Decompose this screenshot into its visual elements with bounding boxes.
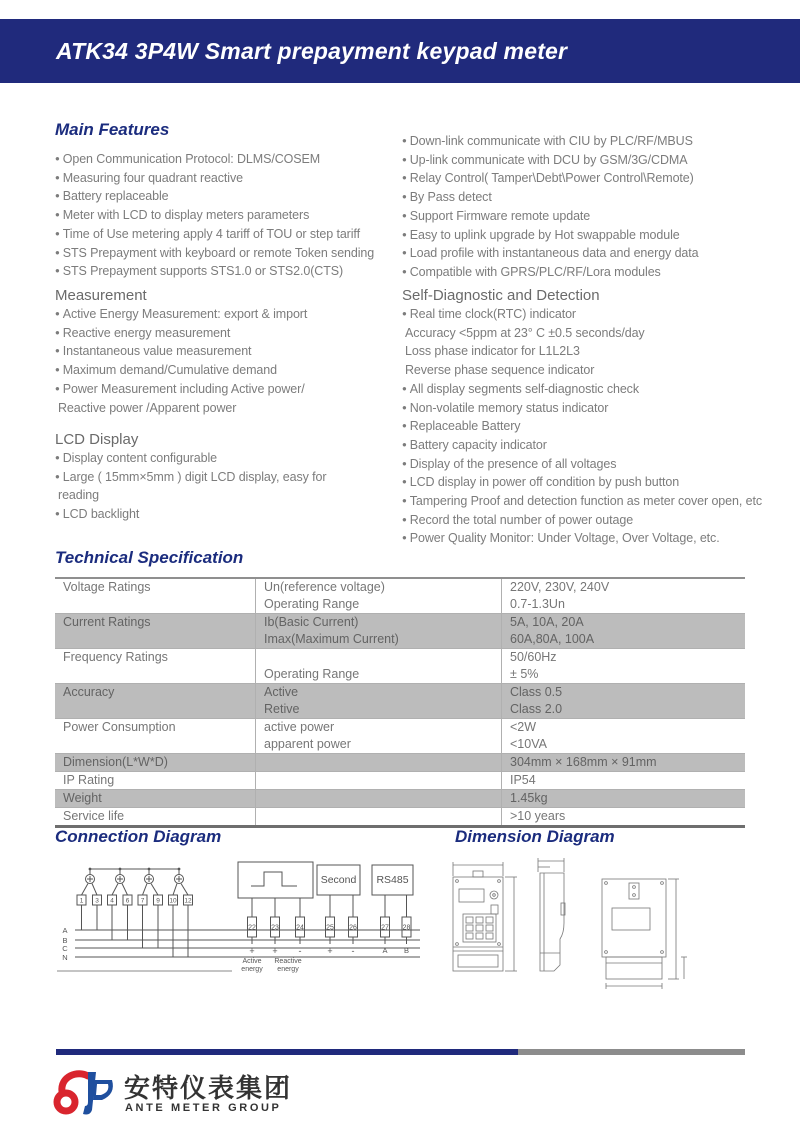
spec-table-cell: active power — [256, 719, 502, 736]
spec-table-cell: Operating Range — [256, 666, 502, 683]
feature-item-text: Large ( 15mm×5mm ) digit LCD display, easy for — [62, 469, 327, 484]
svg-text:1: 1 — [79, 897, 84, 905]
spec-table-cell: Class 0.5 — [510, 685, 563, 699]
lcd-display-heading: LCD Display — [55, 431, 139, 448]
spec-table-cell: Operating Range — [256, 596, 502, 613]
main-features-right-list — [402, 132, 782, 282]
bullet-icon: ● — [402, 154, 407, 164]
feature-item — [402, 151, 782, 170]
header-banner — [0, 19, 800, 83]
feature-item — [402, 436, 782, 455]
spec-table-row — [55, 579, 745, 596]
bullet-icon: ● — [55, 210, 60, 220]
feature-item — [55, 206, 400, 225]
feature-item — [402, 417, 782, 436]
feature-item-text: By Pass detect — [409, 190, 492, 205]
svg-text:N: N — [62, 953, 68, 962]
rs485-ab-labels — [382, 946, 409, 955]
spec-table-row — [55, 666, 745, 683]
svg-text:C: C — [62, 944, 68, 953]
bullet-icon: ● — [402, 266, 407, 276]
feature-item — [402, 455, 782, 474]
bullet-icon: ● — [55, 172, 60, 182]
spec-table-cell: 1.45kg — [510, 791, 548, 805]
feature-item-text: Battery replaceable — [62, 189, 169, 204]
bullet-icon: ● — [402, 477, 407, 487]
bullet-icon: ● — [402, 173, 407, 183]
spec-table-cell — [55, 596, 256, 613]
feature-item — [402, 361, 782, 380]
bullet-icon: ● — [402, 192, 407, 202]
spec-table-cell: ± 5% — [510, 667, 539, 681]
svg-text:B: B — [403, 946, 410, 955]
feature-item — [55, 361, 400, 380]
svg-text:-: - — [298, 946, 302, 956]
spec-table-cell: Un(reference voltage) — [256, 579, 502, 596]
footer-divider-bar — [56, 1049, 745, 1055]
bullet-icon: ● — [55, 247, 60, 257]
spec-table-row — [55, 701, 745, 718]
feature-item-text: Up-link communicate with DCU by GSM/3G/CDMA — [409, 152, 688, 167]
lcd-display-list — [55, 449, 400, 524]
feature-item-text: Easy to uplink upgrade by Hot swappable module — [409, 227, 680, 242]
feature-item — [55, 244, 400, 263]
feature-item — [55, 399, 400, 418]
feature-item-text: Replaceable Battery — [409, 419, 521, 434]
feature-item-text: Meter with LCD to display meters parameters — [62, 208, 310, 223]
spec-table-cell: Ib(Basic Current) — [256, 614, 502, 631]
bullet-icon: ● — [55, 228, 60, 238]
bullet-icon: ● — [55, 327, 60, 337]
svg-text:energy: energy — [241, 966, 263, 973]
feature-item-text: Power Quality Monitor: Under Voltage, Over Voltage, etc. — [409, 531, 720, 546]
output-terminal-numbers — [248, 925, 410, 932]
feature-item-text: Compatible with GPRS/PLC/RF/Lora modules — [409, 264, 661, 279]
spec-table-cell: Power Consumption — [55, 719, 256, 736]
spec-table-row — [55, 631, 745, 648]
svg-text:+: + — [272, 946, 278, 956]
feature-item-text: LCD display in power off condition by push button — [409, 475, 680, 490]
feature-item — [55, 262, 400, 281]
svg-text:26: 26 — [349, 924, 357, 932]
feature-item — [402, 263, 782, 282]
spec-table-cell: Retive — [256, 701, 502, 718]
feature-item-text: Maximum demand/Cumulative demand — [62, 363, 277, 378]
feature-item — [55, 468, 400, 487]
spec-table-cell — [55, 701, 256, 718]
svg-text:12: 12 — [184, 897, 192, 905]
spec-table-cell: Current Ratings — [55, 614, 256, 631]
feature-item-text: Reactive power /Apparent power — [58, 400, 237, 415]
spec-table-row — [55, 613, 745, 631]
feature-item-text: Record the total number of power outage — [409, 512, 634, 527]
svg-text:25: 25 — [326, 924, 334, 932]
svg-text:A: A — [62, 926, 68, 935]
feature-item — [55, 342, 400, 361]
spec-table-cell: 5A, 10A, 20A — [510, 615, 584, 629]
energy-output-labels — [241, 958, 301, 973]
bullet-icon: ● — [402, 533, 407, 543]
measurement-list — [55, 305, 400, 417]
spec-table-cell: Accuracy — [55, 684, 256, 701]
feature-item — [55, 449, 400, 468]
feature-item — [55, 150, 400, 169]
spec-table-cell: >10 years — [510, 809, 566, 823]
spec-table-cell — [256, 790, 502, 807]
svg-text:-: - — [351, 946, 355, 956]
feature-item-text: STS Prepayment with keyboard or remote Token sending — [62, 245, 375, 260]
self-diagnostic-list — [402, 305, 782, 548]
svg-text:7: 7 — [140, 897, 145, 905]
feature-item-text: LCD backlight — [62, 507, 140, 522]
feature-item — [55, 505, 400, 524]
feature-item — [402, 492, 782, 511]
svg-text:+: + — [327, 946, 333, 956]
bullet-icon: ● — [55, 365, 60, 375]
spec-table-cell: 220V, 230V, 240V — [510, 580, 610, 594]
phase-labels — [62, 926, 68, 962]
rs485-box-label: RS485 — [376, 874, 409, 886]
spec-table-cell — [256, 808, 502, 825]
feature-item — [402, 473, 782, 492]
spec-table-cell: Dimension(L*W*D) — [55, 754, 256, 771]
spec-table-cell — [55, 631, 256, 648]
feature-item-text: Relay Control( Tamper\Debt\Power Control\Remote) — [409, 171, 694, 186]
feature-item — [55, 486, 400, 505]
feature-item-text: Measuring four quadrant reactive — [62, 170, 243, 185]
dimension-diagram — [450, 853, 770, 993]
bullet-icon: ● — [55, 509, 60, 519]
spec-table-cell — [55, 666, 256, 683]
feature-item — [402, 511, 782, 530]
spec-table-row — [55, 771, 745, 789]
spec-table-cell — [55, 736, 256, 753]
spec-table-cell: IP Rating — [55, 772, 256, 789]
bullet-icon: ● — [55, 453, 60, 462]
feature-item — [402, 132, 782, 151]
bullet-icon: ● — [402, 248, 407, 258]
second-box-label: Second — [320, 874, 357, 886]
spec-table-row — [55, 789, 745, 807]
feature-item — [402, 529, 782, 548]
spec-table-row — [55, 648, 745, 666]
bullet-icon: ● — [55, 471, 60, 481]
spec-table-cell: Imax(Maximum Current) — [256, 631, 502, 648]
bullet-icon: ● — [402, 514, 407, 524]
spec-table-cell: Voltage Ratings — [55, 579, 256, 596]
spec-table-cell: 60A,80A, 100A — [510, 632, 595, 646]
technical-specification-heading: Technical Specification — [55, 548, 244, 567]
svg-text:10: 10 — [169, 897, 177, 905]
svg-text:9: 9 — [156, 897, 160, 905]
svg-text:Reactive: Reactive — [274, 958, 302, 965]
connection-diagram-heading: Connection Diagram — [55, 827, 222, 846]
svg-text:6: 6 — [125, 897, 130, 905]
bullet-icon: ● — [55, 154, 60, 163]
bullet-icon: ● — [402, 229, 407, 239]
main-features-left-list — [55, 150, 400, 281]
spec-table-cell — [256, 754, 502, 771]
spec-table-cell: 304mm × 168mm × 91mm — [510, 755, 657, 769]
spec-table-cell — [256, 649, 502, 666]
footer-bar-blue-segment — [56, 1049, 518, 1055]
feature-item — [55, 225, 400, 244]
feature-item-text: reading — [58, 488, 99, 503]
bullet-icon: ● — [402, 458, 407, 468]
spec-table-row — [55, 718, 745, 736]
bullet-icon: ● — [55, 266, 60, 276]
spec-table-cell: <10VA — [510, 737, 547, 751]
measurement-heading: Measurement — [55, 287, 147, 304]
feature-item-text: Real time clock(RTC) indicator — [409, 307, 576, 321]
svg-text:3: 3 — [95, 897, 99, 905]
feature-item — [402, 342, 782, 361]
bullet-icon: ● — [402, 421, 407, 431]
feature-item-text: Active Energy Measurement: export & import — [62, 307, 308, 321]
spec-table-row — [55, 736, 745, 753]
feature-item — [55, 187, 400, 206]
svg-text:energy: energy — [277, 966, 299, 973]
svg-text:Active: Active — [242, 958, 262, 965]
feature-item — [55, 380, 400, 399]
main-features-heading: Main Features — [55, 120, 170, 139]
feature-item-text: Open Communication Protocol: DLMS/COSEM — [62, 152, 321, 166]
feature-item — [55, 305, 400, 324]
bullet-icon: ● — [402, 402, 407, 412]
bullet-icon: ● — [55, 346, 60, 356]
svg-text:22: 22 — [248, 924, 256, 932]
feature-item-text: Loss phase indicator for L1L2L3 — [405, 344, 580, 359]
bullet-icon: ● — [55, 383, 60, 393]
svg-text:A: A — [382, 946, 388, 955]
ante-logo — [52, 1064, 118, 1122]
svg-text:+: + — [249, 946, 255, 956]
svg-text:4: 4 — [110, 897, 114, 905]
specification-table — [55, 577, 745, 828]
feature-item — [55, 169, 400, 188]
bullet-icon: ● — [402, 383, 407, 393]
bullet-icon: ● — [55, 309, 60, 318]
bullet-icon: ● — [402, 309, 407, 318]
spec-table-cell: Service life — [55, 808, 256, 825]
feature-item-text: Battery capacity indicator — [409, 437, 547, 452]
feature-item-text: Reactive energy measurement — [62, 325, 231, 340]
bullet-icon: ● — [402, 496, 407, 506]
svg-text:B: B — [62, 936, 68, 945]
spec-table-cell: <2W — [510, 720, 537, 734]
bullet-icon: ● — [55, 191, 60, 201]
svg-text:28: 28 — [402, 924, 411, 932]
spec-table-row — [55, 753, 745, 771]
svg-text:27: 27 — [381, 924, 389, 932]
bullet-icon: ● — [402, 136, 407, 145]
bullet-icon: ● — [402, 439, 407, 449]
feature-item — [402, 169, 782, 188]
spec-table-cell: Weight — [55, 790, 256, 807]
page-title: ATK34 3P4W Smart prepayment keypad meter — [56, 37, 568, 64]
main-terminal-numbers — [80, 898, 192, 905]
feature-item-text: Display of the presence of all voltages — [409, 456, 617, 471]
spec-table-cell: 0.7-1.3Un — [510, 597, 565, 611]
spec-table-row — [55, 596, 745, 613]
spec-table-cell — [256, 772, 502, 789]
bullet-icon: ● — [402, 210, 407, 220]
feature-item-text: Display content configurable — [62, 451, 217, 465]
dimension-diagram-heading: Dimension Diagram — [455, 827, 615, 846]
feature-item-text: Non-volatile memory status indicator — [409, 400, 609, 415]
feature-item-text: Load profile with instantaneous data and energy data — [409, 246, 699, 261]
feature-item — [402, 226, 782, 245]
feature-item-text: Support Firmware remote update — [409, 208, 591, 223]
logo-english-text: ANTE METER GROUP — [125, 1102, 282, 1114]
feature-item-text: Time of Use metering apply 4 tariff of TOU or step tariff — [62, 226, 360, 241]
feature-item-text: STS Prepayment supports STS1.0 or STS2.0(CTS) — [62, 264, 344, 279]
spec-table-cell: Frequency Ratings — [55, 649, 256, 666]
feature-item-text: Instantaneous value measurement — [62, 344, 252, 359]
footer-bar-gray-segment — [518, 1049, 745, 1055]
feature-item — [55, 324, 400, 343]
connection-diagram — [55, 855, 425, 990]
feature-item-text: Down-link communicate with CIU by PLC/RF/MBUS — [409, 134, 693, 148]
feature-item-text: Reverse phase sequence indicator — [405, 363, 595, 378]
svg-text:24: 24 — [296, 924, 304, 932]
feature-item-text: Tampering Proof and detection function as meter cover open, etc — [409, 494, 762, 509]
spec-table-cell: IP54 — [510, 773, 536, 787]
feature-item-text: Accuracy <5ppm at 23° C ±0.5 seconds/day — [405, 325, 645, 340]
feature-item — [402, 207, 782, 226]
spec-table-row — [55, 807, 745, 825]
feature-item — [402, 305, 782, 324]
feature-item-text: All display segments self-diagnostic check — [409, 381, 639, 396]
feature-item — [402, 188, 782, 207]
feature-item — [402, 399, 782, 418]
spec-table-cell: Active — [256, 684, 502, 701]
feature-item — [402, 244, 782, 263]
feature-item-text: Power Measurement including Active power/ — [62, 381, 305, 396]
spec-table-cell: Class 2.0 — [510, 702, 563, 716]
spec-table-cell: 50/60Hz — [510, 650, 557, 664]
spec-table-row — [55, 683, 745, 701]
svg-text:23: 23 — [271, 924, 279, 932]
logo-chinese-text: 安特仪表集团 — [124, 1073, 293, 1103]
spec-table-cell: apparent power — [256, 736, 502, 753]
feature-item — [402, 324, 782, 343]
self-diagnostic-heading: Self-Diagnostic and Detection — [402, 287, 600, 304]
feature-item — [402, 380, 782, 399]
